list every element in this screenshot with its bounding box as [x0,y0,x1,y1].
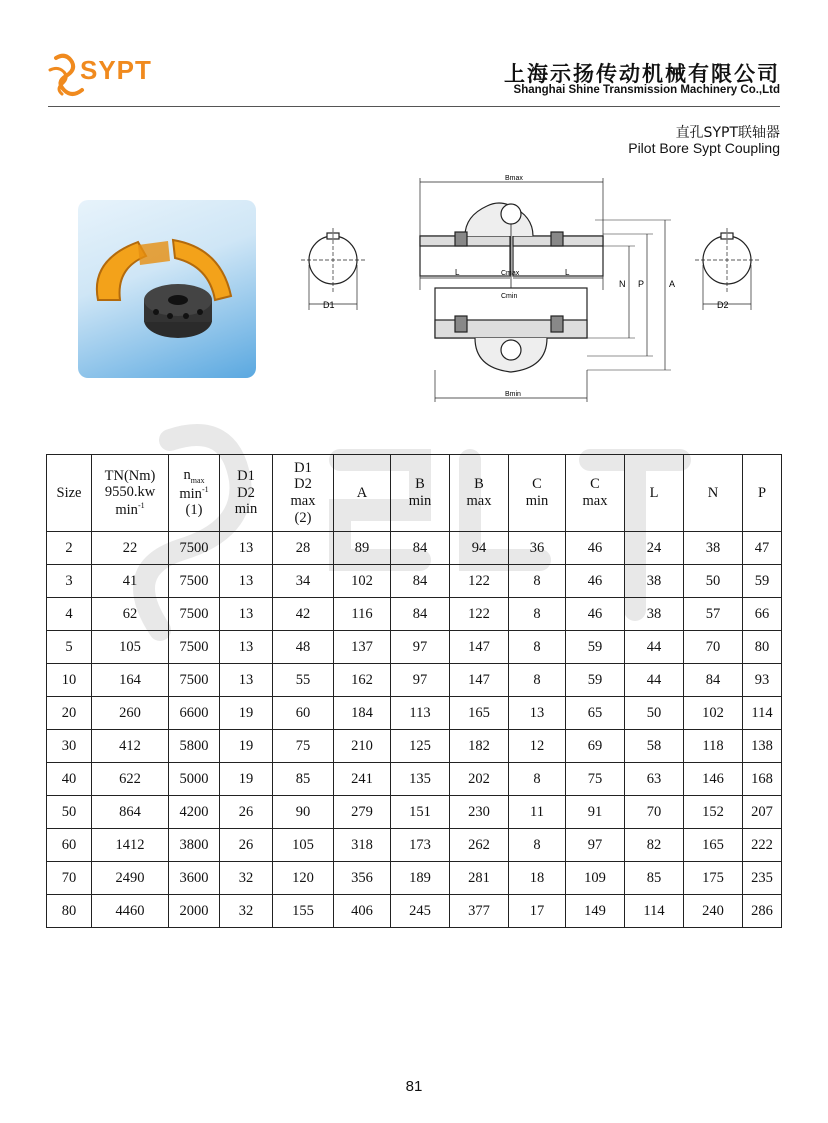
table-cell: 7500 [169,598,220,631]
table-body [47,532,782,928]
l-left-label: L [455,268,460,277]
table-cell: 17 [509,895,566,928]
coupling-dimension-diagram [295,170,795,410]
table-cell: 245 [391,895,450,928]
table-cell: 286 [743,895,782,928]
table-cell: 70 [684,631,743,664]
table-cell: 13 [509,697,566,730]
table-cell: 13 [220,565,273,598]
d1-label: D1 [323,300,335,310]
table-cell: 260 [92,697,169,730]
table-cell: 241 [334,763,391,796]
d2-bore-view [695,228,759,310]
table-cell: 184 [334,697,391,730]
table-cell: 12 [509,730,566,763]
table-cell: 377 [450,895,509,928]
table-cell: 65 [566,697,625,730]
table-cell: 19 [220,730,273,763]
l-right-label: L [565,268,570,277]
table-cell: 75 [566,763,625,796]
table-cell: 122 [450,565,509,598]
table-cell: 138 [743,730,782,763]
table-cell: 318 [334,829,391,862]
table-cell: 7500 [169,565,220,598]
table-cell: 8 [509,631,566,664]
table-cell: 19 [220,763,273,796]
table-cell: 189 [391,862,450,895]
table-cell: 182 [450,730,509,763]
p-label: P [638,279,645,289]
table-cell: 57 [684,598,743,631]
product-title-en: Pilot Bore Sypt Coupling [628,140,780,156]
table-cell: 279 [334,796,391,829]
table-cell: 84 [391,598,450,631]
table-cell: 8 [509,664,566,697]
table-cell: 3600 [169,862,220,895]
col-header-d-min: D1 D2 min [220,455,273,532]
cmax-label: Cmax [501,270,520,277]
table-cell: 4200 [169,796,220,829]
header-divider [48,106,780,107]
table-cell: 38 [625,565,684,598]
col-header-p: P [743,455,782,532]
table-cell: 165 [684,829,743,862]
table-cell: 165 [450,697,509,730]
table-cell: 2000 [169,895,220,928]
table-row [47,532,782,565]
table-cell: 8 [509,598,566,631]
table-cell: 164 [92,664,169,697]
table-cell: 28 [273,532,334,565]
table-cell: 864 [92,796,169,829]
table-cell: 46 [566,532,625,565]
table-cell: 94 [450,532,509,565]
a-label: A [669,279,676,289]
table-cell: 84 [391,565,450,598]
table-cell: 4 [47,598,92,631]
table-cell: 20 [47,697,92,730]
table-cell: 105 [92,631,169,664]
table-cell: 55 [273,664,334,697]
table-cell: 89 [334,532,391,565]
table-cell: 7500 [169,631,220,664]
table-row [47,697,782,730]
table-cell: 22 [92,532,169,565]
table-cell: 102 [334,565,391,598]
table-cell: 175 [684,862,743,895]
table-cell: 137 [334,631,391,664]
table-cell: 60 [273,697,334,730]
table-cell: 70 [47,862,92,895]
col-header-b-min: B min [391,455,450,532]
table-cell: 113 [391,697,450,730]
table-row [47,796,782,829]
spec-table [46,454,782,928]
table-cell: 13 [220,631,273,664]
table-cell: 173 [391,829,450,862]
table-cell: 356 [334,862,391,895]
table-cell: 80 [743,631,782,664]
table-row [47,664,782,697]
table-cell: 6600 [169,697,220,730]
table-cell: 42 [273,598,334,631]
table-cell: 44 [625,631,684,664]
table-cell: 66 [743,598,782,631]
table-cell: 114 [625,895,684,928]
table-cell: 109 [566,862,625,895]
table-cell: 7500 [169,532,220,565]
table-cell: 62 [92,598,169,631]
product-photo [78,200,256,378]
table-cell: 116 [334,598,391,631]
table-cell: 85 [273,763,334,796]
table-cell: 50 [47,796,92,829]
company-name-cn: 上海示扬传动机械有限公司 [504,62,780,86]
table-cell: 168 [743,763,782,796]
table-cell: 50 [684,565,743,598]
col-header-c-min: C min [509,455,566,532]
table-header-row [47,455,782,532]
coupling-section [420,178,671,402]
table-cell: 406 [334,895,391,928]
table-cell: 5 [47,631,92,664]
table-cell: 240 [684,895,743,928]
table-row [47,565,782,598]
table-cell: 90 [273,796,334,829]
table-cell: 235 [743,862,782,895]
table-cell: 151 [391,796,450,829]
table-cell: 38 [625,598,684,631]
table-cell: 147 [450,631,509,664]
table-cell: 44 [625,664,684,697]
table-cell: 13 [220,532,273,565]
col-header-c-max: C max [566,455,625,532]
table-cell: 46 [566,565,625,598]
table-cell: 48 [273,631,334,664]
table-cell: 58 [625,730,684,763]
table-cell: 202 [450,763,509,796]
table-cell: 5000 [169,763,220,796]
table-cell: 84 [684,664,743,697]
table-cell: 622 [92,763,169,796]
logo-text: SYPT [80,55,152,85]
table-cell: 122 [450,598,509,631]
col-header-a: A [334,455,391,532]
table-cell: 47 [743,532,782,565]
table-cell: 97 [391,631,450,664]
table-cell: 93 [743,664,782,697]
table-row [47,730,782,763]
table-cell: 34 [273,565,334,598]
table-cell: 38 [684,532,743,565]
table-cell: 3 [47,565,92,598]
col-header-n: N [684,455,743,532]
table-cell: 125 [391,730,450,763]
table-cell: 60 [47,829,92,862]
cmin-label: Cmin [501,293,518,300]
table-cell: 2 [47,532,92,565]
table-cell: 59 [743,565,782,598]
table-row [47,829,782,862]
bmin-label: Bmin [505,391,521,398]
table-cell: 281 [450,862,509,895]
table-cell: 146 [684,763,743,796]
table-cell: 114 [743,697,782,730]
col-header-nmax: $n_{max}$ $\min^{-1}$ (1) [169,455,220,532]
table-cell: 10 [47,664,92,697]
table-cell: 262 [450,829,509,862]
table-cell: 152 [684,796,743,829]
table-cell: 80 [47,895,92,928]
table-cell: 59 [566,631,625,664]
table-cell: 85 [625,862,684,895]
table-cell: 32 [220,895,273,928]
table-cell: 207 [743,796,782,829]
table-cell: 4460 [92,895,169,928]
table-cell: 26 [220,829,273,862]
table-cell: 69 [566,730,625,763]
table-cell: 102 [684,697,743,730]
table-cell: 50 [625,697,684,730]
product-title-cn: 直孔SYPT联轴器 [675,125,780,141]
table-cell: 36 [509,532,566,565]
table-cell: 5800 [169,730,220,763]
d2-label: D2 [717,300,729,310]
table-cell: 162 [334,664,391,697]
d1-bore-view [301,228,365,310]
table-cell: 8 [509,763,566,796]
table-cell: 412 [92,730,169,763]
table-cell: 41 [92,565,169,598]
table-cell: 63 [625,763,684,796]
col-header-d-max: D1 D2 max (2) [273,455,334,532]
table-cell: 19 [220,697,273,730]
table-cell: 82 [625,829,684,862]
table-cell: 70 [625,796,684,829]
col-header-l: L [625,455,684,532]
table-cell: 1412 [92,829,169,862]
table-cell: 222 [743,829,782,862]
company-name-en: Shanghai Shine Transmission Machinery Co.,Ltd [513,84,780,96]
table-cell: 105 [273,829,334,862]
table-row [47,895,782,928]
table-row [47,862,782,895]
table-cell: 18 [509,862,566,895]
table-cell: 24 [625,532,684,565]
col-header-size: Size [47,455,92,532]
table-cell: 8 [509,565,566,598]
table-cell: 26 [220,796,273,829]
table-row [47,631,782,664]
table-cell: 13 [220,598,273,631]
table-cell: 135 [391,763,450,796]
page-number: 81 [405,1078,423,1095]
table-cell: 30 [47,730,92,763]
table-cell: 97 [391,664,450,697]
n-label: N [619,279,626,289]
table-cell: 210 [334,730,391,763]
table-cell: 120 [273,862,334,895]
table-cell: 7500 [169,664,220,697]
table-cell: 97 [566,829,625,862]
table-cell: 46 [566,598,625,631]
table-cell: 230 [450,796,509,829]
table-cell: 155 [273,895,334,928]
table-cell: 75 [273,730,334,763]
col-header-tn: TN(Nm) 9550.kw $\min^{-1}$ [92,455,169,532]
table-cell: 3800 [169,829,220,862]
table-cell: 40 [47,763,92,796]
table-row [47,598,782,631]
table-cell: 118 [684,730,743,763]
table-cell: 2490 [92,862,169,895]
table-cell: 147 [450,664,509,697]
table-row [47,763,782,796]
table-cell: 8 [509,829,566,862]
table-cell: 84 [391,532,450,565]
table-cell: 149 [566,895,625,928]
col-header-b-max: B max [450,455,509,532]
table-cell: 11 [509,796,566,829]
table-cell: 91 [566,796,625,829]
bmax-label: Bmax [505,175,523,182]
table-cell: 32 [220,862,273,895]
table-cell: 59 [566,664,625,697]
table-cell: 13 [220,664,273,697]
